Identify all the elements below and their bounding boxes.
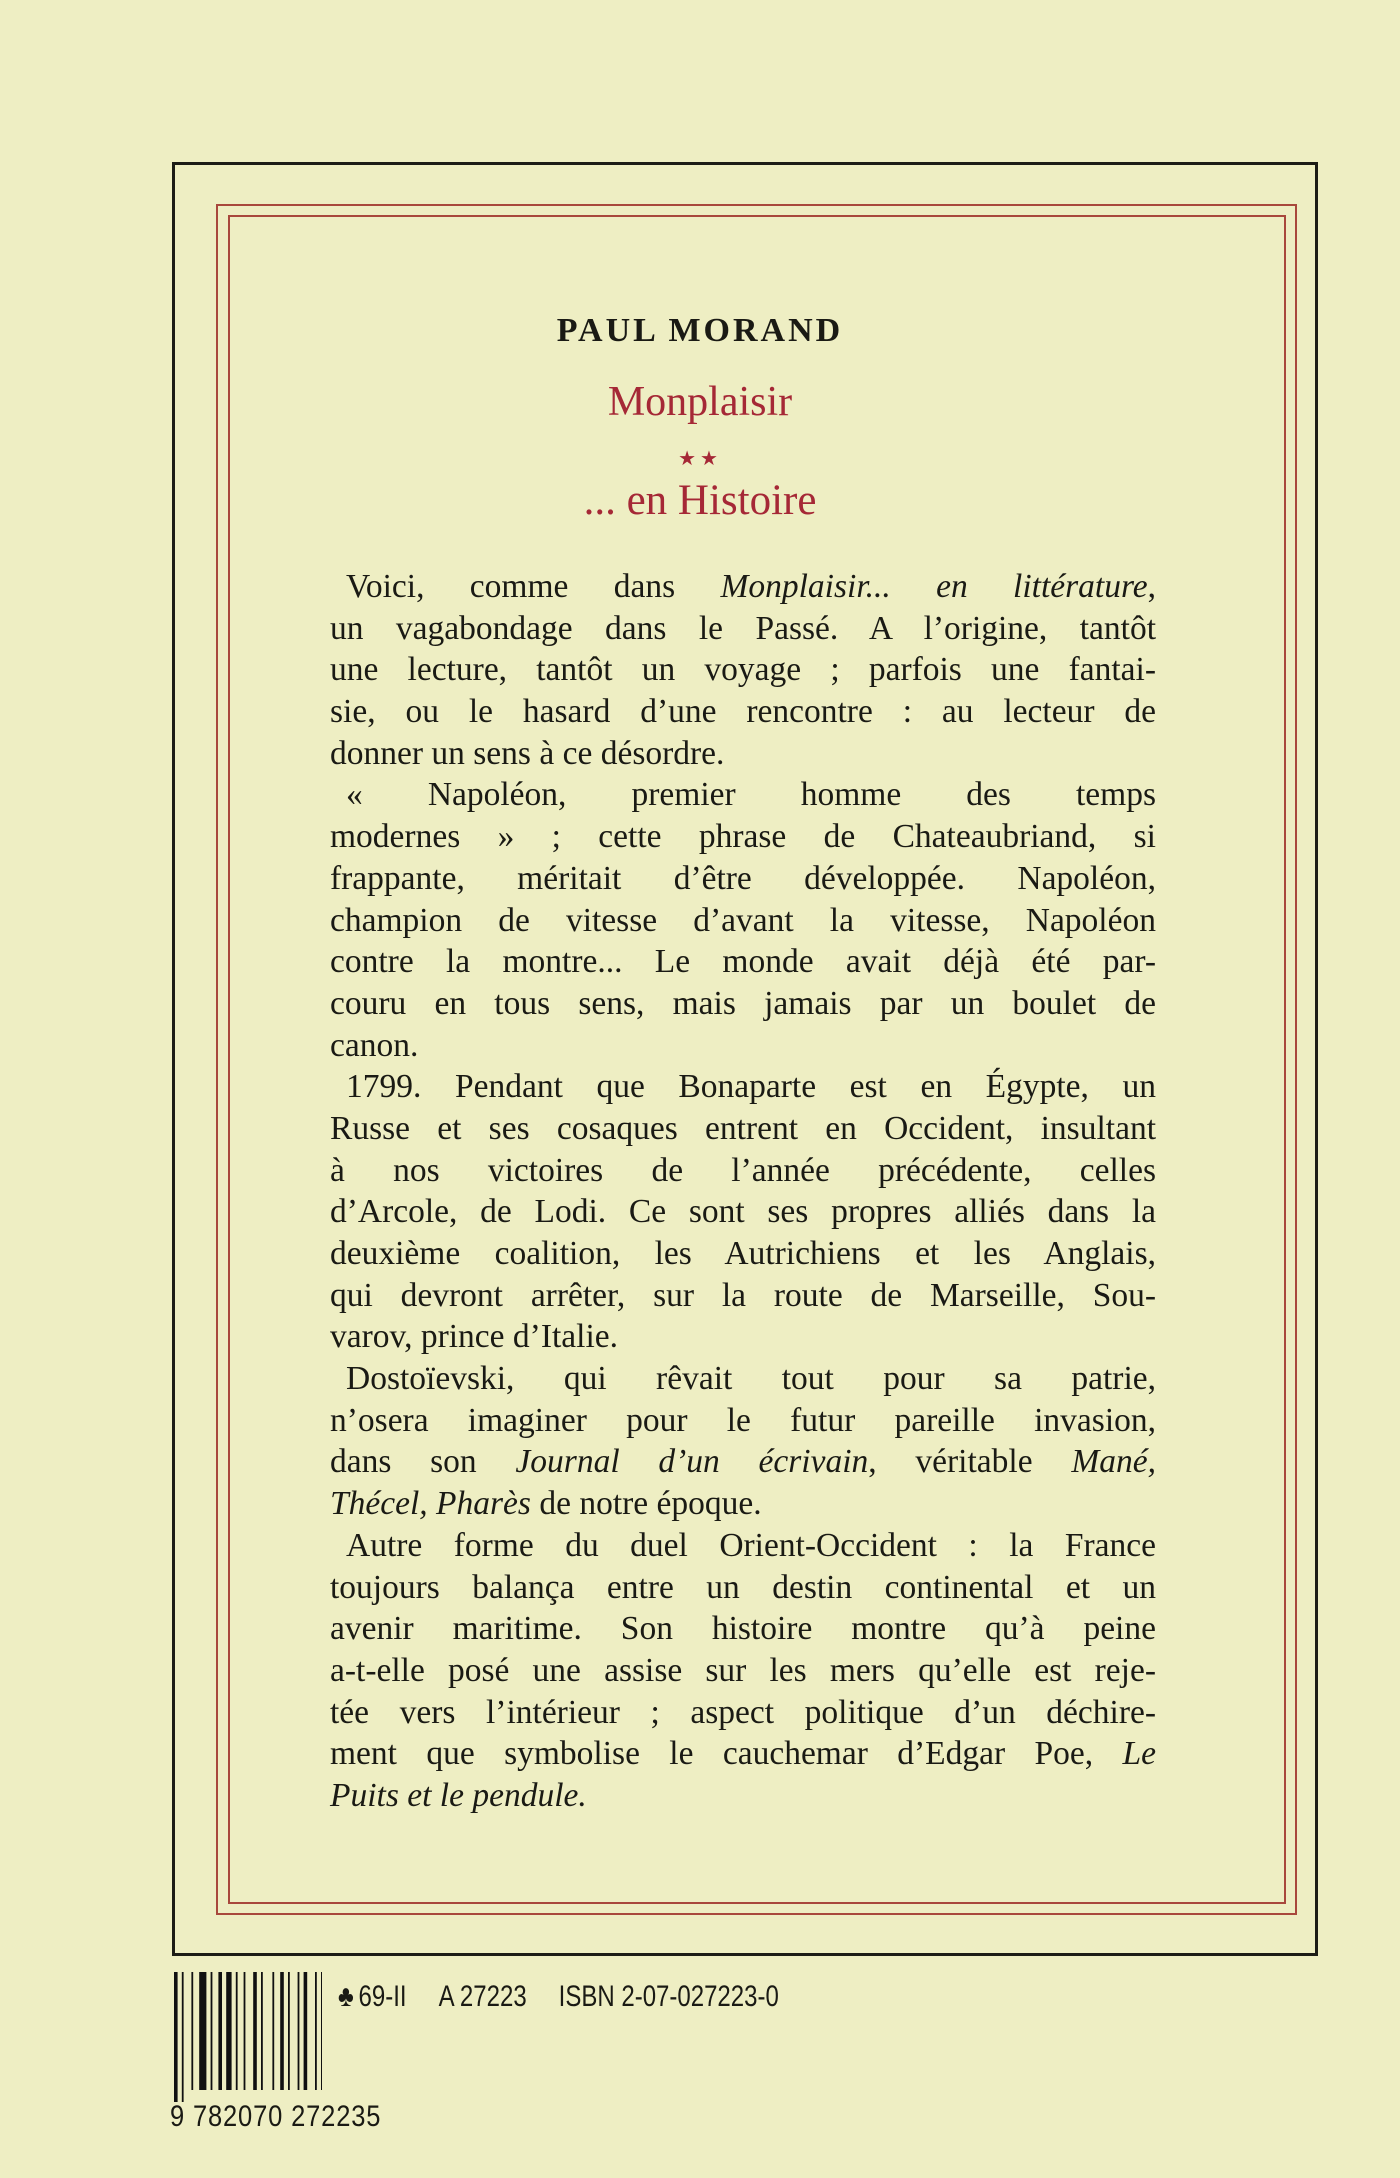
blurb-line: [330, 1316, 1156, 1358]
barcode-bar: [218, 1972, 222, 2090]
text-segment: canon.: [330, 1026, 419, 1064]
blurb-line: [330, 1150, 1156, 1192]
text-segment: « Napoléon, premier homme des temps: [346, 776, 1156, 814]
text-segment: Autre forme du duel Orient-Occident : la France: [346, 1526, 1156, 1564]
text-segment: , véritable: [868, 1443, 1072, 1481]
blurb-line: [330, 566, 1156, 608]
gallimard-folio-logo-icon: ♣: [338, 1980, 354, 2013]
blurb-line: [330, 649, 1156, 691]
blurb-line: [330, 1191, 1156, 1233]
text-segment: n’osera imaginer pour le futur pareille invasion,: [330, 1401, 1156, 1439]
category-code: 69-II: [358, 1980, 407, 2013]
blurb-line: [330, 1775, 1156, 1817]
barcode-digits: 9 782070 272235: [170, 2100, 382, 2133]
italic-title-text: Le: [1122, 1735, 1156, 1773]
barcode-bar: [174, 1972, 178, 2102]
barcode-bar: [321, 1972, 322, 2090]
text-segment: un vagabondage dans le Passé. A l’origine, tantôt: [330, 609, 1156, 647]
blurb-line: [330, 691, 1156, 733]
catalog-code: A 27223: [438, 1980, 527, 2013]
barcode-bar: [261, 1972, 263, 2090]
text-segment: ment que symbolise le cauchemar d’Edgar Poe,: [330, 1735, 1123, 1773]
text-segment: à nos victoires de l’année précédente, celles: [330, 1151, 1156, 1189]
text-segment: qui devront arrêter, sur la route de Marseille, Sou-: [330, 1276, 1156, 1314]
italic-title-text: Journal d’un écrivain: [515, 1443, 869, 1481]
barcode-bar: [298, 1972, 300, 2090]
blurb-line: [330, 1066, 1156, 1108]
blurb-line: [330, 608, 1156, 650]
barcode-bar: [304, 1972, 308, 2090]
text-segment: avenir maritime. Son histoire montre qu’à peine: [330, 1610, 1156, 1648]
blurb-line: [330, 900, 1156, 942]
text-segment: frappante, méritait d’être développée. Napoléon,: [330, 859, 1156, 897]
text-segment: d’Arcole, de Lodi. Ce sont ses propres alliés dans la: [330, 1193, 1156, 1231]
blurb-line: [330, 816, 1156, 858]
text-segment: tée vers l’intérieur ; aspect politique d’un déchire-: [330, 1693, 1156, 1731]
text-segment: toujours balança entre un destin continental et un: [330, 1568, 1156, 1606]
blurb-line: [330, 1733, 1156, 1775]
barcode-bar: [288, 1972, 290, 2090]
text-segment: contre la montre... Le monde avait déjà été par-: [330, 943, 1156, 981]
blurb-line: [330, 1108, 1156, 1150]
blurb-line: [330, 1692, 1156, 1734]
text-segment: dans son: [330, 1443, 516, 1481]
text-segment: 1799. Pendant que Bonaparte est en Égypte, un: [346, 1068, 1156, 1106]
blurb-line: [330, 983, 1156, 1025]
italic-title-text: Monplaisir... en littérature: [720, 568, 1148, 605]
barcode-bar: [244, 1972, 246, 2090]
barcode: [172, 1972, 322, 2102]
barcode-bar: [236, 1972, 238, 2090]
text-segment: couru en tous sens, mais jamais par un boulet de: [330, 984, 1156, 1022]
blurb-line: [330, 1441, 1156, 1483]
blurb-line: [330, 1608, 1156, 1650]
barcode-bar: [199, 1972, 206, 2090]
blurb-line: [330, 1567, 1156, 1609]
text-segment: une lecture, tantôt un voyage ; parfois une fantai-: [330, 651, 1156, 689]
italic-title-text: Puits et le pendule.: [330, 1776, 587, 1814]
text-segment: Voici, comme dans: [346, 568, 721, 605]
blurb-text: [330, 566, 1156, 1817]
blurb-line: [330, 941, 1156, 983]
italic-title-text: Thécel, Pharès: [330, 1485, 531, 1523]
text-segment: Russe et ses cosaques entrent en Occident, insultant: [330, 1109, 1156, 1147]
book-title: Monplaisir: [607, 379, 793, 425]
author-name: PAUL MORAND: [556, 312, 844, 349]
text-segment: Dostoïevski, qui rêvait tout pour sa patrie,: [346, 1360, 1156, 1398]
book-subtitle: ... en Histoire: [583, 477, 817, 524]
text-segment: donner un sens à ce désordre.: [330, 734, 725, 772]
barcode-bar: [315, 1972, 317, 2090]
barcode-bar: [182, 1972, 184, 2102]
blurb-line: [330, 1483, 1156, 1525]
text-segment: deuxième coalition, les Autrichiens et les Anglais,: [330, 1235, 1156, 1272]
blurb-line: [330, 858, 1156, 900]
text-segment: modernes » ; cette phrase de Chateaubriand, si: [330, 818, 1156, 856]
blurb-line: [330, 733, 1156, 775]
barcode-bar: [191, 1972, 193, 2090]
text-segment: varov, prince d’Italie.: [330, 1318, 619, 1356]
text-segment: champion de vitesse d’avant la vitesse, Napoléon: [330, 901, 1156, 939]
text-segment: sie, ou le hasard d’une rencontre : au lecteur de: [330, 693, 1156, 731]
barcode-bar: [211, 1972, 213, 2090]
blurb-line: [330, 1525, 1156, 1567]
barcode-bar: [272, 1972, 274, 2090]
blurb-line: [330, 1650, 1156, 1692]
blurb-line: [330, 1233, 1156, 1275]
blurb-line: [330, 1358, 1156, 1400]
text-segment: de notre époque.: [530, 1485, 762, 1523]
blurb-line: [330, 1275, 1156, 1317]
catalog-info: [338, 1980, 811, 2014]
blurb-line: [330, 1400, 1156, 1442]
volume-stars: ★★: [678, 448, 722, 470]
barcode-bar: [280, 1972, 284, 2090]
italic-title-text: Mané,: [1071, 1443, 1156, 1481]
isbn: ISBN 2-07-027223-0: [558, 1980, 779, 2013]
blurb-line: [330, 774, 1156, 816]
barcode-bar: [226, 1972, 231, 2090]
text-segment: a-t-elle posé une assise sur les mers qu’elle est reje-: [330, 1651, 1156, 1689]
blurb-line: [330, 1025, 1156, 1067]
barcode-bar: [253, 1972, 257, 2090]
text-segment: ,: [1147, 568, 1156, 605]
